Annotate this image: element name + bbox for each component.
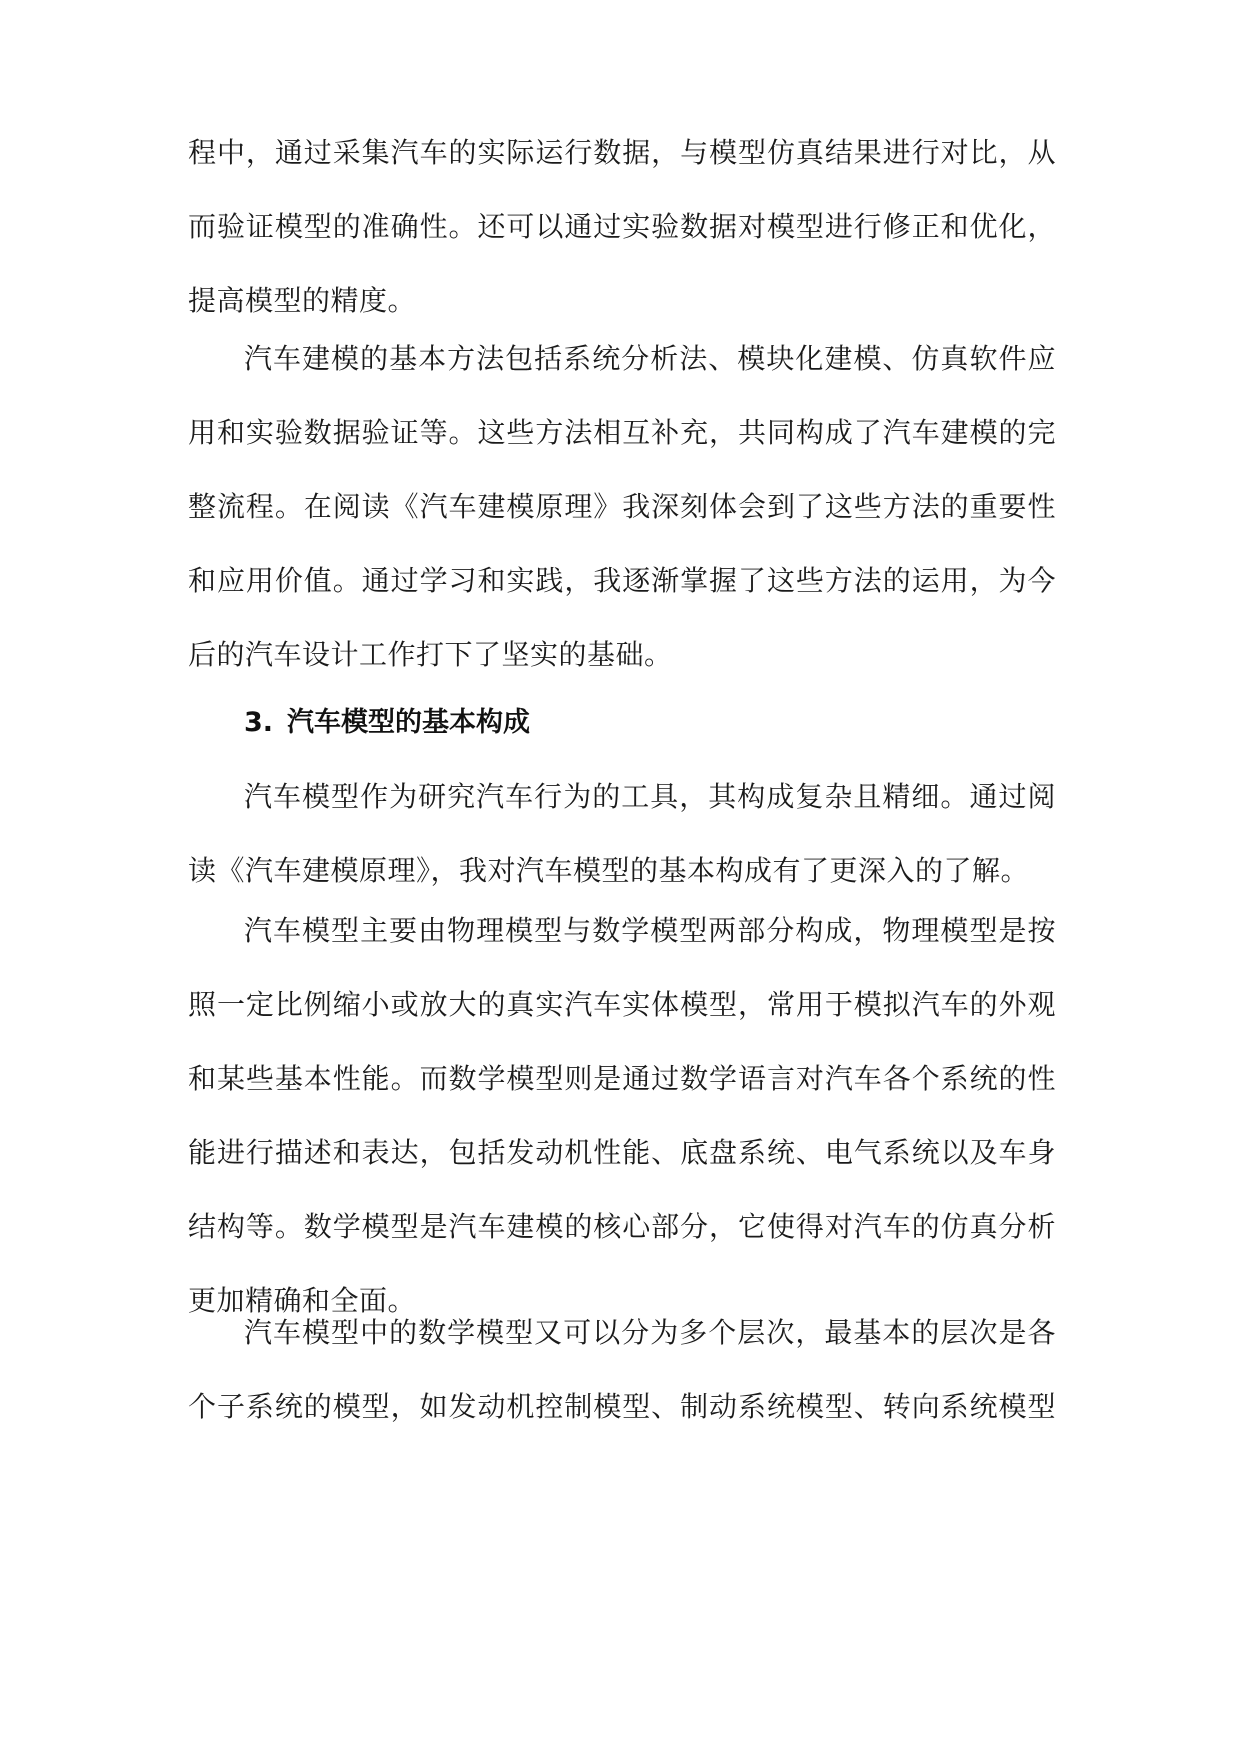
text-line: 整流程。在阅读《汽车建模原理》我深刻体会到了这些方法的重要性 <box>188 490 1056 523</box>
section-heading <box>244 686 530 760</box>
paragraph-modeling-methods <box>188 322 1056 692</box>
text-line: 读《汽车建模原理》，我对汽车模型的基本构成有了更深入的了解。 <box>188 854 1030 887</box>
text-line: 汽车模型作为研究汽车行为的工具，其构成复杂且精细。通过阅 <box>244 780 1056 813</box>
paragraph-math-model-levels <box>188 1296 1056 1444</box>
section-number: 3. <box>244 707 274 738</box>
section-title: 汽车模型的基本构成 <box>287 707 531 738</box>
text-line: 和应用价值。通过学习和实践，我逐渐掌握了这些方法的运用，为今 <box>188 564 1056 597</box>
text-line: 提高模型的精度。 <box>188 284 417 317</box>
text-line: 程中，通过采集汽车的实际运行数据，与模型仿真结果进行对比，从 <box>188 136 1056 169</box>
text-line: 照一定比例缩小或放大的真实汽车实体模型，常用于模拟汽车的外观 <box>188 988 1056 1021</box>
text-line: 汽车建模的基本方法包括系统分析法、模块化建模、仿真软件应 <box>244 342 1056 375</box>
text-line: 用和实验数据验证等。这些方法相互补充，共同构成了汽车建模的完 <box>188 416 1056 449</box>
text-line: 和某些基本性能。而数学模型则是通过数学语言对汽车各个系统的性 <box>188 1062 1056 1095</box>
text-line: 汽车模型主要由物理模型与数学模型两部分构成，物理模型是按 <box>244 914 1056 947</box>
paragraph-model-intro <box>188 760 1056 908</box>
text-line: 结构等。数学模型是汽车建模的核心部分，它使得对汽车的仿真分析 <box>188 1210 1056 1243</box>
paragraph-continuation <box>188 116 1056 338</box>
text-line: 更加精确和全面。 <box>188 1284 417 1317</box>
text-line: 能进行描述和表达，包括发动机性能、底盘系统、电气系统以及车身 <box>188 1136 1056 1169</box>
text-line: 而验证模型的准确性。还可以通过实验数据对模型进行修正和优化， <box>188 210 1056 243</box>
paragraph-model-composition <box>188 894 1056 1338</box>
text-line: 个子系统的模型，如发动机控制模型、制动系统模型、转向系统模型 <box>188 1390 1056 1423</box>
text-line: 后的汽车设计工作打下了坚实的基础。 <box>188 638 673 671</box>
text-line: 汽车模型中的数学模型又可以分为多个层次，最基本的层次是各 <box>244 1316 1056 1349</box>
